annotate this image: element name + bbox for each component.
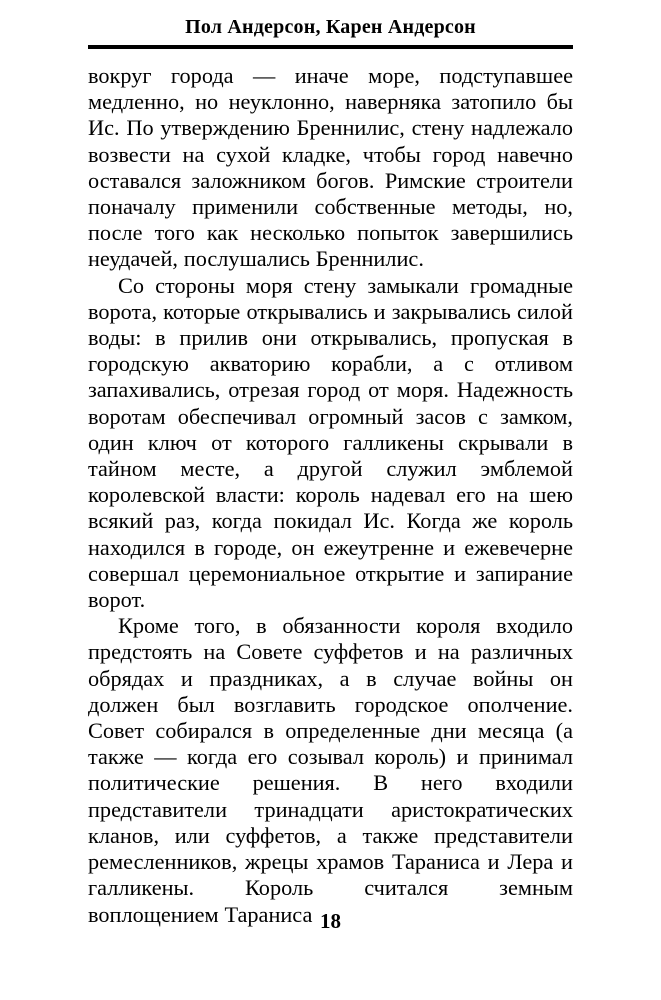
running-head: Пол Андерсон, Карен Андерсон xyxy=(185,16,476,38)
paragraph: Кроме того, в обязанности короля входило предстоять на Совете суффетов и на различных обрядах и праздниках, а в случае войны он должен был возглавить городское ополчение. Совет собирался в определенные дни месяца (а также — когда его созывал король) и принимал политические решения. В него входили представители тринадцати аристократических кланов, или суффетов, а также представители ремесленников, жрецы храмов Тараниса и Лера и галликены. Король считался земным воплощением Тараниса xyxy=(88,613,573,927)
paragraph: Со стороны моря стену замыкали громадные ворота, которые открывались и закрывались силой воды: в прилив они открывались, пропуская в городскую акваторию корабли, а с отливом запахивались, отрезая город от моря. Надежность воротам обеспечивал огромный засов с замком, один ключ от которого галликены скрывали в тайном месте, а другой служил эмблемой королевской власти: король надевал его на шею всякий раз, когда покидал Ис. Когда же король находился в городе, он ежеутренне и ежевечерне совершал церемониальное открытие и запирание ворот. xyxy=(88,272,573,613)
page-number: 18 xyxy=(320,909,341,933)
header-divider-rule xyxy=(88,45,573,49)
paragraph: вокруг города — иначе море, подступавшее медленно, но неуклонно, наверняка затопило бы Ис. По утверждению Бреннилис, стену надлежало возвести на сухой кладке, чтобы город навечно оставался заложником богов. Римские строители поначалу применили собственные методы, но, после того как несколько попыток завершились неудачей, послушались Бреннилис. xyxy=(88,63,573,272)
body-text-block xyxy=(88,63,573,928)
